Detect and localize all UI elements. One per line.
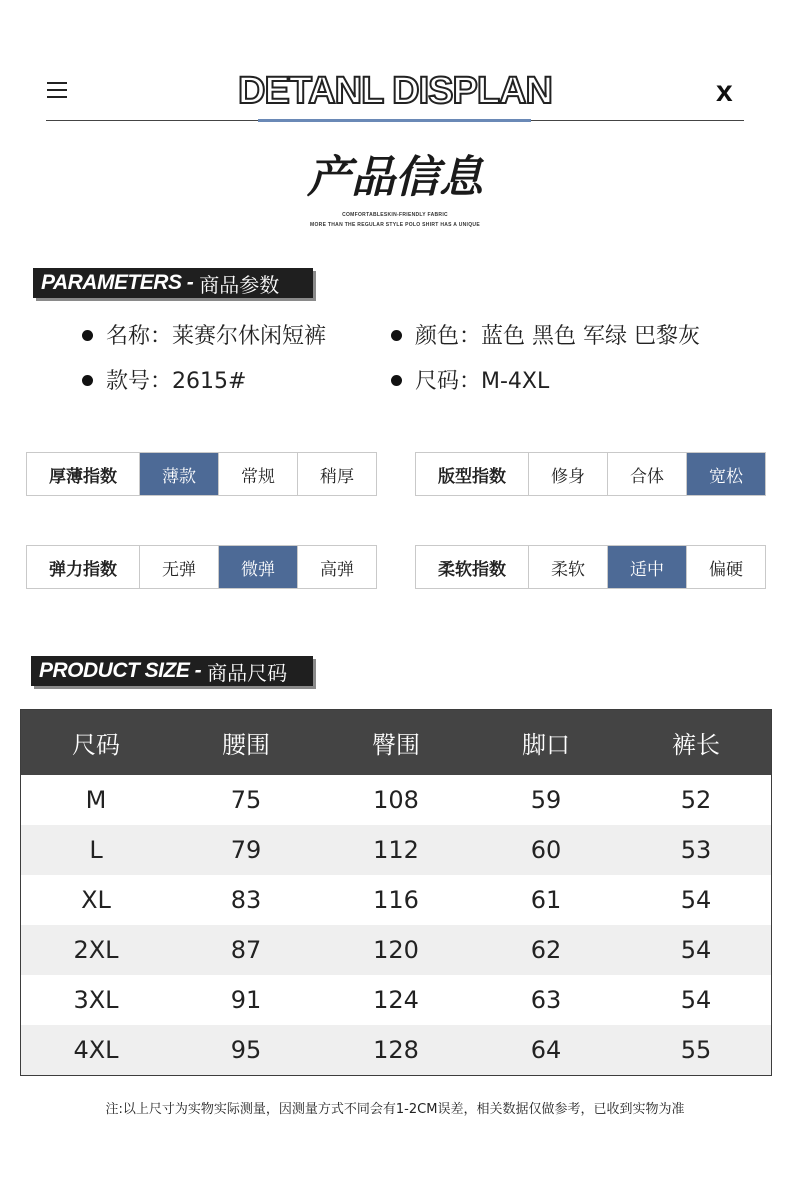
table-row xyxy=(21,875,771,925)
elasticity-option-none[interactable]: 无弹 xyxy=(140,546,219,588)
param-name xyxy=(82,322,326,352)
elasticity-index xyxy=(26,545,377,589)
table-cell: 54 xyxy=(680,986,712,1014)
table-cell: 120 xyxy=(373,936,419,964)
table-row xyxy=(21,975,771,1025)
table-cell: 63 xyxy=(530,986,562,1014)
table-cell: 62 xyxy=(530,936,562,964)
parameters-section-label xyxy=(33,268,313,298)
fit-option-regular[interactable]: 合体 xyxy=(608,453,687,495)
table-row xyxy=(21,825,771,875)
size-footnote: 注:以上尺寸为实物实际测量，因测量方式不同会有1-2CM误差，相关数据仅做参考，已收到实物为准 xyxy=(105,1102,685,1117)
elasticity-index-label: 弹力指数 xyxy=(27,546,140,588)
bullet-icon xyxy=(82,375,93,386)
table-cell: 112 xyxy=(373,836,419,864)
param-style-no-text: 款号：2615# xyxy=(106,369,247,394)
product-info-title: 产品信息 xyxy=(307,152,483,203)
table-cell: 59 xyxy=(530,786,562,814)
table-cell: 128 xyxy=(373,1036,419,1064)
param-color-text: 颜色：蓝色 黑色 军绿 巴黎灰 xyxy=(415,324,700,349)
bullet-icon xyxy=(391,375,402,386)
table-cell: 2XL xyxy=(73,936,119,964)
param-name-text: 名称：莱赛尔休闲短裤 xyxy=(106,324,327,349)
bullet-icon xyxy=(82,330,93,341)
table-cell: 83 xyxy=(230,886,262,914)
header-accent-bar xyxy=(258,119,531,122)
table-cell: 54 xyxy=(680,886,712,914)
softness-option-medium[interactable]: 适中 xyxy=(608,546,687,588)
elasticity-option-high[interactable]: 高弹 xyxy=(320,559,354,580)
table-row xyxy=(21,775,771,825)
table-cell: 91 xyxy=(230,986,262,1014)
fit-index xyxy=(415,452,766,496)
table-cell: 53 xyxy=(680,836,712,864)
table-cell: 54 xyxy=(680,936,712,964)
size-table xyxy=(20,709,772,1076)
table-cell: 64 xyxy=(530,1036,562,1064)
product-subtitle-line2: MORE THAN THE REGULAR STYLE POLO SHIRT HAS A UNIQUE xyxy=(310,222,480,228)
table-cell: 108 xyxy=(373,786,419,814)
table-cell: 55 xyxy=(680,1036,712,1064)
thickness-option-thick[interactable]: 稍厚 xyxy=(320,466,354,487)
table-cell: 87 xyxy=(230,936,262,964)
table-cell: 124 xyxy=(373,986,419,1014)
table-cell: 3XL xyxy=(73,986,119,1014)
parameters-label-cn: 商品参数 xyxy=(199,272,280,297)
table-cell: M xyxy=(85,786,107,814)
table-header-cell: 脚口 xyxy=(522,731,570,759)
param-size-text: 尺码：M-4XL xyxy=(415,369,550,394)
table-cell: 61 xyxy=(530,886,562,914)
table-cell: 52 xyxy=(680,786,712,814)
softness-option-soft[interactable]: 柔软 xyxy=(529,546,608,588)
brand-title: DETANL DISPLAN xyxy=(238,70,552,112)
softness-index-label: 柔软指数 xyxy=(416,546,529,588)
size-section-label xyxy=(31,656,313,686)
table-cell: L xyxy=(89,836,103,864)
param-style-no xyxy=(82,367,246,397)
table-row xyxy=(21,925,771,975)
table-cell: 75 xyxy=(230,786,262,814)
parameters-label-en: PARAMETERS - xyxy=(41,271,194,294)
product-subtitle-line1: COMFORTABLESKIN-FRIENDLY FABRIC xyxy=(342,212,448,218)
table-cell: 95 xyxy=(230,1036,262,1064)
thickness-option-thin[interactable]: 薄款 xyxy=(140,453,219,495)
param-color xyxy=(391,322,700,352)
elasticity-option-slight[interactable]: 微弹 xyxy=(219,546,298,588)
fit-option-slim[interactable]: 修身 xyxy=(529,453,608,495)
table-cell: 116 xyxy=(373,886,419,914)
thickness-index-label: 厚薄指数 xyxy=(27,453,140,495)
bullet-icon xyxy=(391,330,402,341)
table-header-cell: 裤长 xyxy=(672,731,720,759)
fit-option-loose[interactable]: 宽松 xyxy=(687,453,765,495)
table-row xyxy=(21,1025,771,1075)
table-cell: XL xyxy=(81,886,111,914)
softness-index xyxy=(415,545,766,589)
table-cell: 4XL xyxy=(73,1036,119,1064)
thickness-index xyxy=(26,452,377,496)
table-header-row xyxy=(21,710,771,775)
close-icon[interactable]: x xyxy=(716,75,733,108)
table-header-cell: 尺码 xyxy=(72,731,120,759)
table-cell: 79 xyxy=(230,836,262,864)
thickness-option-regular[interactable]: 常规 xyxy=(219,453,298,495)
table-header-cell: 腰围 xyxy=(222,731,270,759)
fit-index-label: 版型指数 xyxy=(416,453,529,495)
param-size xyxy=(391,367,549,397)
size-label-cn: 商品尺码 xyxy=(207,660,288,685)
size-label-en: PRODUCT SIZE - xyxy=(39,659,202,682)
table-cell: 60 xyxy=(530,836,562,864)
table-header-cell: 臀围 xyxy=(372,731,420,759)
softness-option-stiff[interactable]: 偏硬 xyxy=(709,559,743,580)
